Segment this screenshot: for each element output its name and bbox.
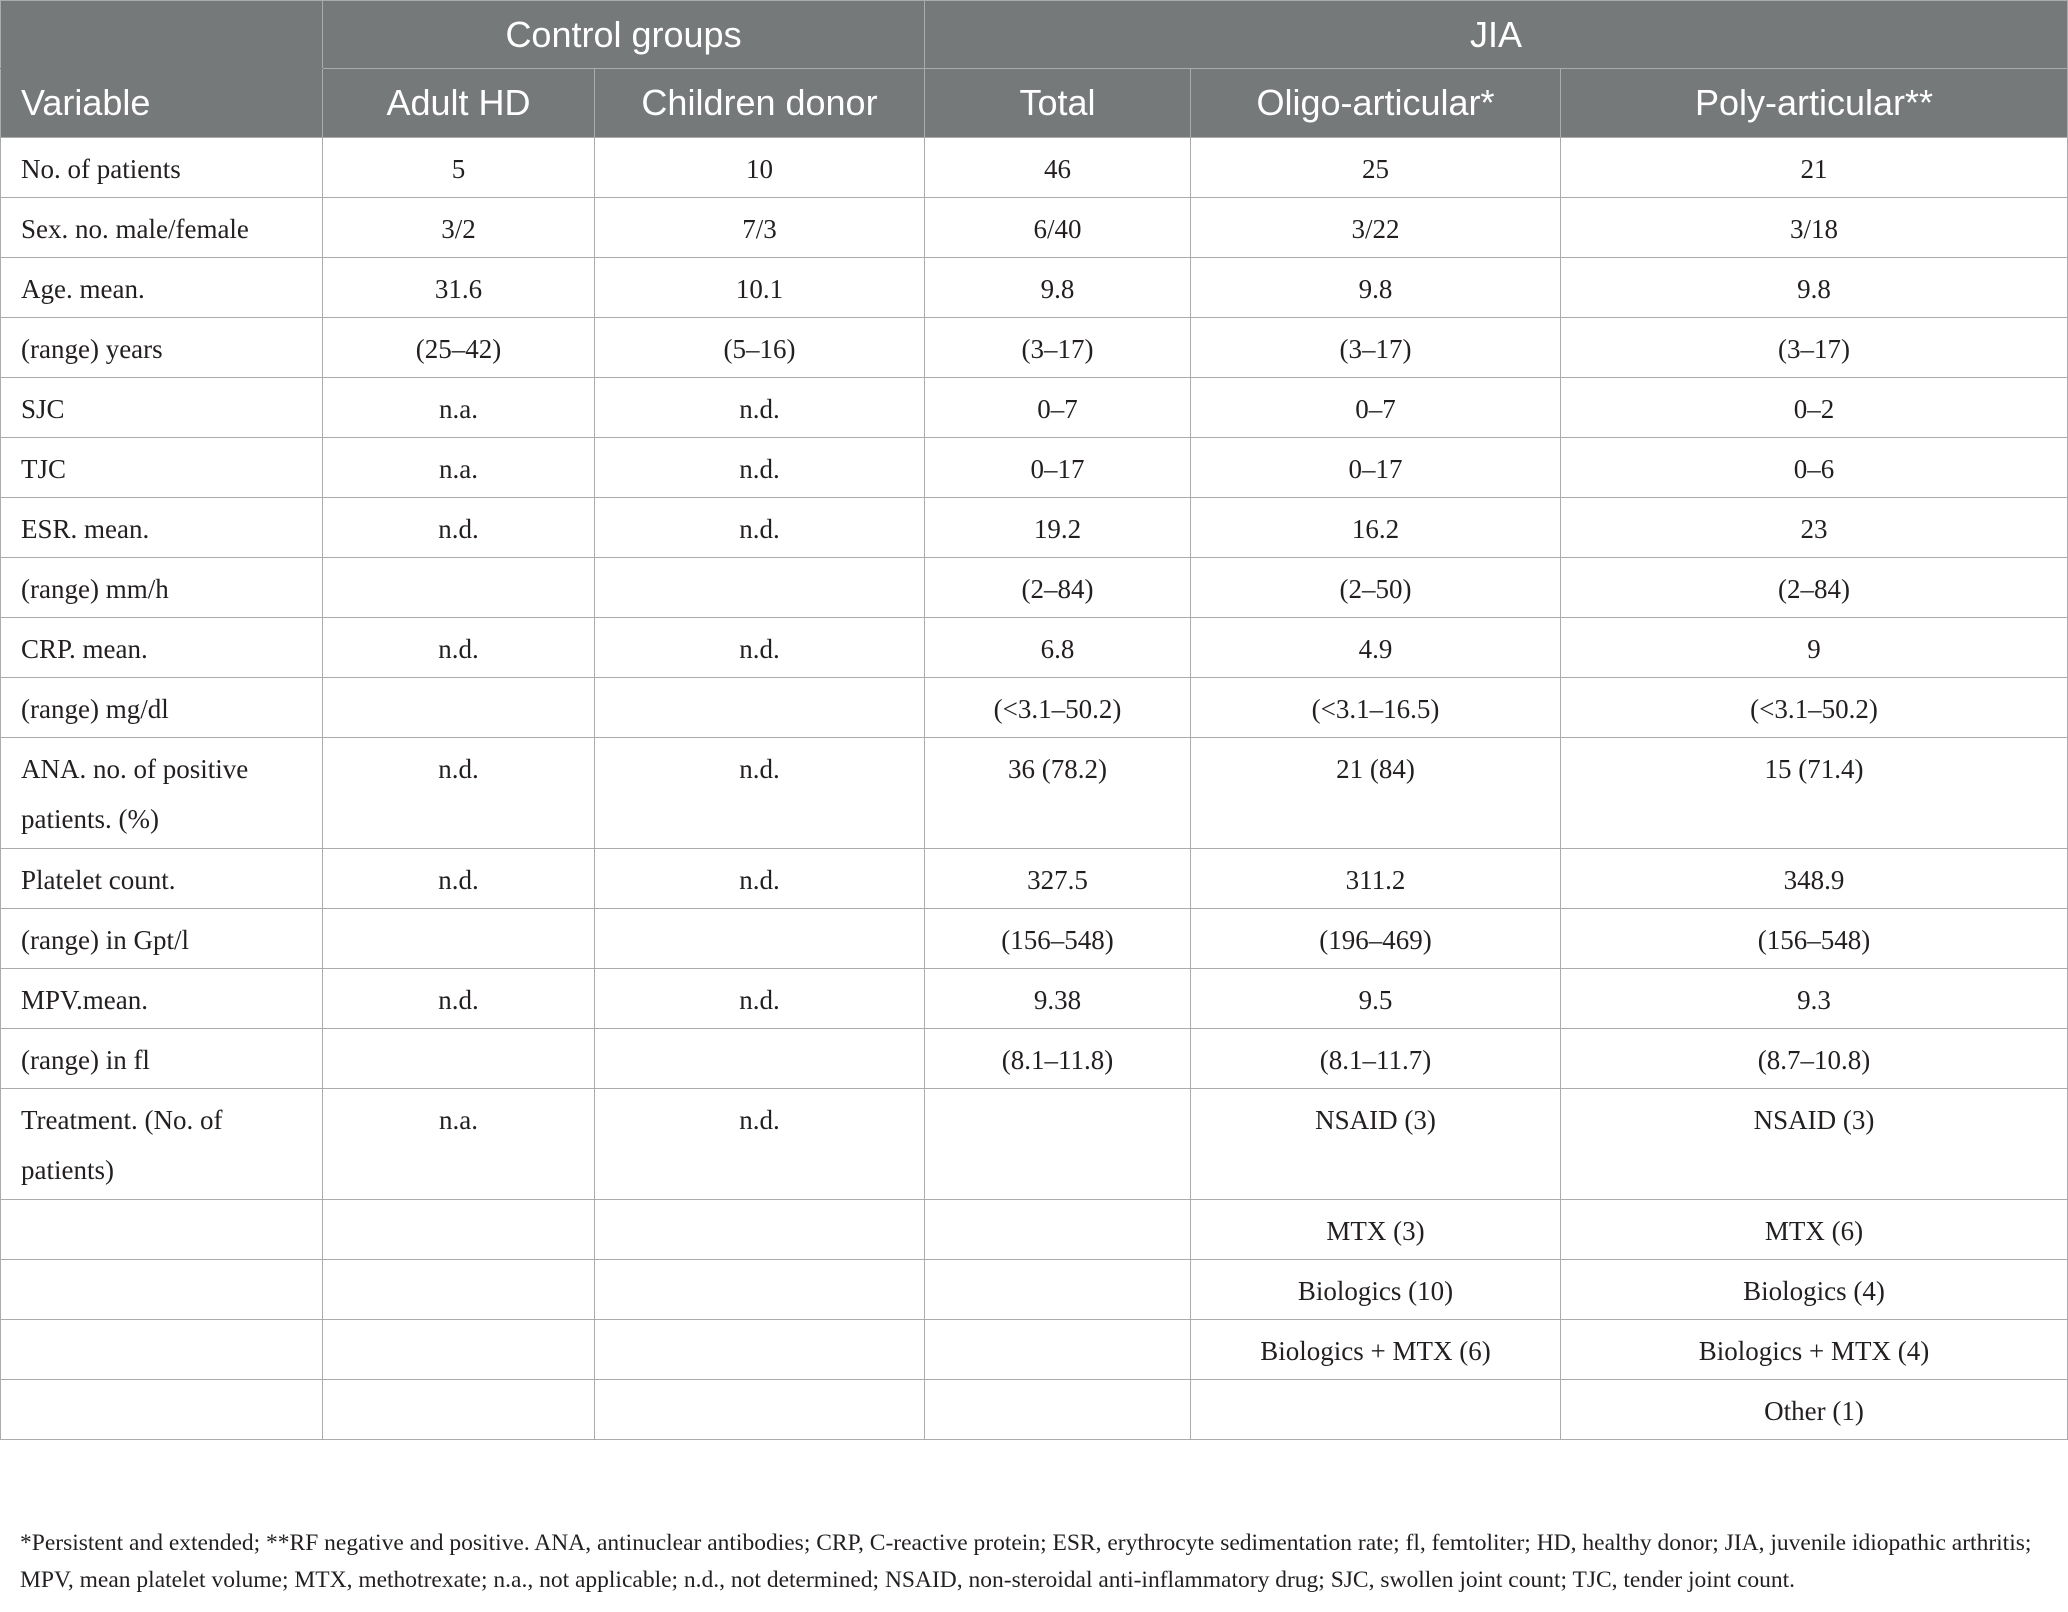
cell-text: CRP. mean. bbox=[21, 634, 148, 664]
table-row bbox=[1, 849, 2068, 909]
cell-text: (196–469) bbox=[1319, 925, 1432, 955]
cell-total bbox=[925, 618, 1191, 678]
cell-text bbox=[323, 909, 594, 915]
cell-text bbox=[323, 1200, 594, 1206]
cell-text bbox=[323, 1380, 594, 1386]
cell-variable bbox=[1, 1320, 323, 1380]
cell-text: Biologics (10) bbox=[1297, 1276, 1454, 1306]
cell-text bbox=[21, 1320, 316, 1326]
cell-text: n.d. bbox=[739, 985, 780, 1015]
cell-text: 25 bbox=[1362, 154, 1390, 184]
table-row bbox=[1, 969, 2068, 1029]
cell-text: NSAID (3) bbox=[1753, 1105, 1875, 1135]
cell-children-donor bbox=[595, 438, 925, 498]
cell-variable bbox=[1, 1200, 323, 1260]
cell-adult-hd bbox=[323, 1029, 595, 1089]
cell-oligo-articular bbox=[1191, 198, 1561, 258]
cell-total bbox=[925, 678, 1191, 738]
cell-text bbox=[595, 1320, 924, 1326]
table-row bbox=[1, 558, 2068, 618]
cell-poly-articular bbox=[1561, 849, 2068, 909]
cell-text: 9.5 bbox=[1358, 985, 1393, 1015]
cell-poly-articular bbox=[1561, 318, 2068, 378]
cell-variable bbox=[1, 438, 323, 498]
cell-adult-hd bbox=[323, 849, 595, 909]
cell-text: 16.2 bbox=[1351, 514, 1400, 544]
cell-adult-hd bbox=[323, 1200, 595, 1260]
cell-adult-hd bbox=[323, 558, 595, 618]
column-header-variable: Variable bbox=[1, 69, 323, 138]
cell-oligo-articular bbox=[1191, 498, 1561, 558]
cell-poly-articular bbox=[1561, 1089, 2068, 1200]
cell-children-donor bbox=[595, 909, 925, 969]
cell-children-donor bbox=[595, 1089, 925, 1200]
cell-text: 7/3 bbox=[742, 214, 777, 244]
cell-text: MTX (6) bbox=[1764, 1216, 1864, 1246]
cell-text: Treatment. (No. of patients) bbox=[21, 1105, 223, 1185]
column-header-total: Total bbox=[925, 69, 1191, 138]
cell-poly-articular bbox=[1561, 678, 2068, 738]
cell-children-donor bbox=[595, 558, 925, 618]
cell-text: 9.8 bbox=[1358, 274, 1393, 304]
cell-text: (<3.1–50.2) bbox=[1750, 694, 1878, 724]
cell-text: n.d. bbox=[739, 634, 780, 664]
cell-text: 19.2 bbox=[1033, 514, 1082, 544]
cell-text bbox=[925, 1089, 1190, 1095]
cell-total bbox=[925, 1260, 1191, 1320]
cell-text: n.d. bbox=[739, 754, 780, 784]
cell-total bbox=[925, 1029, 1191, 1089]
cell-text: 31.6 bbox=[434, 274, 483, 304]
table-row bbox=[1, 498, 2068, 558]
cell-total bbox=[925, 738, 1191, 849]
cell-adult-hd bbox=[323, 438, 595, 498]
cell-oligo-articular bbox=[1191, 1200, 1561, 1260]
cell-text: n.a. bbox=[439, 394, 478, 424]
cell-text bbox=[925, 1380, 1190, 1386]
table-row bbox=[1, 618, 2068, 678]
cell-total bbox=[925, 1380, 1191, 1440]
cell-oligo-articular bbox=[1191, 618, 1561, 678]
cell-poly-articular bbox=[1561, 498, 2068, 558]
column-header-poly-articular: Poly-articular** bbox=[1561, 69, 2068, 138]
cell-text: 3/22 bbox=[1351, 214, 1400, 244]
cell-variable bbox=[1, 618, 323, 678]
cell-text: Other (1) bbox=[1764, 1396, 1864, 1426]
table-header bbox=[1, 1, 2068, 138]
cell-oligo-articular bbox=[1191, 849, 1561, 909]
group-header-blank bbox=[1, 1, 323, 69]
cell-text: (3–17) bbox=[1778, 334, 1850, 364]
cell-adult-hd bbox=[323, 1380, 595, 1440]
cell-adult-hd bbox=[323, 618, 595, 678]
cell-text: Platelet count. bbox=[21, 865, 176, 895]
table-row bbox=[1, 378, 2068, 438]
cell-children-donor bbox=[595, 1260, 925, 1320]
cell-text bbox=[925, 1320, 1190, 1326]
cell-text: TJC bbox=[21, 454, 67, 484]
cell-text bbox=[595, 678, 924, 684]
cell-children-donor bbox=[595, 849, 925, 909]
cell-oligo-articular bbox=[1191, 969, 1561, 1029]
cell-variable bbox=[1, 1029, 323, 1089]
cell-text: 0–7 bbox=[1037, 394, 1078, 424]
cell-text: NSAID (3) bbox=[1315, 1105, 1436, 1135]
cell-poly-articular bbox=[1561, 909, 2068, 969]
table-row bbox=[1, 678, 2068, 738]
cell-oligo-articular bbox=[1191, 318, 1561, 378]
cell-children-donor bbox=[595, 198, 925, 258]
cell-text: 3/2 bbox=[441, 214, 476, 244]
cell-poly-articular bbox=[1561, 378, 2068, 438]
cell-text: 6.8 bbox=[1040, 634, 1075, 664]
cell-total bbox=[925, 438, 1191, 498]
cell-text bbox=[595, 1029, 924, 1035]
cell-variable bbox=[1, 318, 323, 378]
cell-text: n.d. bbox=[438, 985, 479, 1015]
table-row bbox=[1, 1029, 2068, 1089]
cell-variable bbox=[1, 1260, 323, 1320]
cell-poly-articular bbox=[1561, 138, 2068, 198]
cell-text: (range) years bbox=[21, 334, 163, 364]
cell-text: (5–16) bbox=[723, 334, 796, 364]
cell-children-donor bbox=[595, 969, 925, 1029]
cell-text: MPV.mean. bbox=[21, 985, 149, 1015]
cell-text: Biologics + MTX (6) bbox=[1260, 1336, 1491, 1366]
cell-text: n.d. bbox=[438, 634, 479, 664]
cell-children-donor bbox=[595, 1029, 925, 1089]
cell-oligo-articular bbox=[1191, 378, 1561, 438]
cell-variable bbox=[1, 498, 323, 558]
table-row bbox=[1, 1200, 2068, 1260]
table-footnote: *Persistent and extended; **RF negative and positive. ANA, antinuclear antibodies; CRP, C-reactive protein; ESR, erythrocyte sedimentation rate; fl, femtoliter; HD, healthy donor; JIA, juvenile idiopathic arthritis; MPV, mean platelet volume; MTX, methotrexate; n.a., not applicable; n.d., not determined; NSAID, non-steroidal anti-inflammatory drug; SJC, swollen joint count; TJC, tender joint count. bbox=[20, 1530, 2032, 1593]
cell-oligo-articular bbox=[1191, 1029, 1561, 1089]
cell-children-donor bbox=[595, 498, 925, 558]
cell-text bbox=[21, 1380, 316, 1386]
table-row bbox=[1, 138, 2068, 198]
cell-text: (8.1–11.8) bbox=[1001, 1045, 1114, 1075]
cell-text bbox=[595, 558, 924, 564]
cell-text: n.d. bbox=[739, 514, 780, 544]
cell-text: MTX (3) bbox=[1326, 1216, 1425, 1246]
cell-text: 0–17 bbox=[1030, 454, 1085, 484]
cell-text bbox=[21, 1260, 316, 1266]
cell-children-donor bbox=[595, 258, 925, 318]
cell-poly-articular bbox=[1561, 558, 2068, 618]
cell-oligo-articular bbox=[1191, 909, 1561, 969]
cell-text: 36 (78.2) bbox=[1008, 754, 1107, 784]
cell-poly-articular bbox=[1561, 1200, 2068, 1260]
table-body bbox=[1, 138, 2068, 1440]
cell-children-donor bbox=[595, 1320, 925, 1380]
cell-total bbox=[925, 909, 1191, 969]
cell-adult-hd bbox=[323, 318, 595, 378]
cell-adult-hd bbox=[323, 198, 595, 258]
cell-adult-hd bbox=[323, 138, 595, 198]
cell-adult-hd bbox=[323, 378, 595, 438]
cell-text: n.d. bbox=[739, 454, 780, 484]
cell-text: 10.1 bbox=[735, 274, 784, 304]
cell-poly-articular bbox=[1561, 738, 2068, 849]
cell-text bbox=[925, 1200, 1190, 1206]
cell-text: 9.8 bbox=[1040, 274, 1075, 304]
cell-text: (2–50) bbox=[1339, 574, 1412, 604]
cell-text bbox=[323, 558, 594, 564]
cell-text: 23 bbox=[1800, 514, 1828, 544]
column-header-adult-hd: Adult HD bbox=[323, 69, 595, 138]
cell-variable bbox=[1, 1089, 323, 1200]
cell-variable bbox=[1, 849, 323, 909]
cell-text: (range) in Gpt/l bbox=[21, 925, 189, 955]
cell-total bbox=[925, 138, 1191, 198]
table-row bbox=[1, 258, 2068, 318]
cell-poly-articular bbox=[1561, 438, 2068, 498]
cell-oligo-articular bbox=[1191, 558, 1561, 618]
cell-children-donor bbox=[595, 1380, 925, 1440]
cell-text: 5 bbox=[451, 154, 466, 184]
cell-children-donor bbox=[595, 138, 925, 198]
table-row bbox=[1, 198, 2068, 258]
table-row bbox=[1, 1260, 2068, 1320]
cell-text: Sex. no. male/female bbox=[21, 214, 249, 244]
cell-poly-articular bbox=[1561, 969, 2068, 1029]
cell-variable bbox=[1, 738, 323, 849]
cell-text: 311.2 bbox=[1345, 865, 1406, 895]
cell-adult-hd bbox=[323, 738, 595, 849]
table-row bbox=[1, 1320, 2068, 1380]
cell-adult-hd bbox=[323, 678, 595, 738]
cell-text: 9 bbox=[1807, 634, 1821, 664]
cell-poly-articular bbox=[1561, 618, 2068, 678]
cell-children-donor bbox=[595, 378, 925, 438]
cell-text: 21 (84) bbox=[1336, 754, 1415, 784]
cell-total bbox=[925, 849, 1191, 909]
cell-text bbox=[595, 1260, 924, 1266]
cell-text: 46 bbox=[1044, 154, 1072, 184]
table-row bbox=[1, 318, 2068, 378]
cell-text: (156–548) bbox=[1001, 925, 1114, 955]
cell-children-donor bbox=[595, 318, 925, 378]
cell-text: Biologics (4) bbox=[1743, 1276, 1885, 1306]
cell-text: 0–17 bbox=[1348, 454, 1403, 484]
cell-total bbox=[925, 318, 1191, 378]
cell-text bbox=[323, 1320, 594, 1326]
cell-adult-hd bbox=[323, 498, 595, 558]
cell-poly-articular bbox=[1561, 1260, 2068, 1320]
cell-oligo-articular bbox=[1191, 738, 1561, 849]
cell-oligo-articular bbox=[1191, 138, 1561, 198]
cell-text: n.d. bbox=[739, 1105, 780, 1135]
cell-text: 9.3 bbox=[1797, 985, 1831, 1015]
cell-text bbox=[323, 1029, 594, 1035]
cell-text: 4.9 bbox=[1358, 634, 1393, 664]
cell-total bbox=[925, 969, 1191, 1029]
column-header-row bbox=[1, 69, 2068, 138]
cell-children-donor bbox=[595, 678, 925, 738]
cell-text: SJC bbox=[21, 394, 65, 424]
cell-variable bbox=[1, 678, 323, 738]
cell-text: ESR. mean. bbox=[21, 514, 150, 544]
cell-poly-articular bbox=[1561, 1320, 2068, 1380]
cell-total bbox=[925, 1320, 1191, 1380]
cell-total bbox=[925, 1200, 1191, 1260]
cell-adult-hd bbox=[323, 909, 595, 969]
cell-text: (range) in fl bbox=[21, 1045, 150, 1075]
cell-text: (range) mg/dl bbox=[21, 694, 169, 724]
cell-text: 327.5 bbox=[1027, 865, 1088, 895]
cell-text: Age. mean. bbox=[21, 274, 145, 304]
cell-text: (range) mm/h bbox=[21, 574, 169, 604]
cell-text: 10 bbox=[746, 154, 773, 184]
cell-poly-articular bbox=[1561, 258, 2068, 318]
cell-adult-hd bbox=[323, 1260, 595, 1320]
cell-variable bbox=[1, 1380, 323, 1440]
cell-text: (<3.1–50.2) bbox=[993, 694, 1122, 724]
cell-text bbox=[595, 1200, 924, 1206]
cell-text: 9.8 bbox=[1797, 274, 1831, 304]
cell-adult-hd bbox=[323, 969, 595, 1029]
cell-children-donor bbox=[595, 1200, 925, 1260]
cell-variable bbox=[1, 969, 323, 1029]
cell-children-donor bbox=[595, 738, 925, 849]
cell-text: (3–17) bbox=[1021, 334, 1094, 364]
cell-text bbox=[1191, 1380, 1560, 1386]
cell-text: 6/40 bbox=[1033, 214, 1082, 244]
cell-text: n.d. bbox=[739, 865, 780, 895]
cell-variable bbox=[1, 138, 323, 198]
column-header-oligo-articular: Oligo-articular* bbox=[1191, 69, 1561, 138]
table-row bbox=[1, 738, 2068, 849]
cell-text: 0–2 bbox=[1793, 394, 1835, 424]
cell-text: (156–548) bbox=[1757, 925, 1871, 955]
cell-children-donor bbox=[595, 618, 925, 678]
cell-text: (2–84) bbox=[1778, 574, 1850, 604]
cell-total bbox=[925, 498, 1191, 558]
table-row bbox=[1, 438, 2068, 498]
cell-text bbox=[323, 678, 594, 684]
cell-text: (<3.1–16.5) bbox=[1311, 694, 1440, 724]
table-row bbox=[1, 1089, 2068, 1200]
cell-text: 9.38 bbox=[1033, 985, 1082, 1015]
table-row bbox=[1, 1380, 2068, 1440]
cell-text: Biologics + MTX (4) bbox=[1698, 1336, 1930, 1366]
cell-adult-hd bbox=[323, 1089, 595, 1200]
cell-text: (8.1–11.7) bbox=[1319, 1045, 1432, 1075]
cell-text: 3/18 bbox=[1790, 214, 1839, 244]
cell-text: n.d. bbox=[739, 394, 780, 424]
group-header-jia: JIA bbox=[925, 1, 2068, 69]
cell-oligo-articular bbox=[1191, 258, 1561, 318]
cell-variable bbox=[1, 258, 323, 318]
cell-variable bbox=[1, 558, 323, 618]
cell-oligo-articular bbox=[1191, 1320, 1561, 1380]
cell-text bbox=[21, 1200, 316, 1206]
cell-oligo-articular bbox=[1191, 1089, 1561, 1200]
cell-adult-hd bbox=[323, 1320, 595, 1380]
group-header-row bbox=[1, 1, 2068, 69]
cell-total bbox=[925, 558, 1191, 618]
cell-oligo-articular bbox=[1191, 1380, 1561, 1440]
cell-total bbox=[925, 258, 1191, 318]
cell-variable bbox=[1, 198, 323, 258]
cell-oligo-articular bbox=[1191, 678, 1561, 738]
cell-text: n.a. bbox=[439, 454, 478, 484]
cell-text: (8.7–10.8) bbox=[1757, 1045, 1871, 1075]
cell-text: 15 (71.4) bbox=[1764, 754, 1864, 784]
cell-text: n.a. bbox=[439, 1105, 478, 1135]
cell-text: (3–17) bbox=[1339, 334, 1412, 364]
cell-text: n.d. bbox=[438, 514, 479, 544]
cell-text bbox=[323, 1260, 594, 1266]
cell-text: 0–6 bbox=[1793, 454, 1835, 484]
cell-poly-articular bbox=[1561, 198, 2068, 258]
cell-text: 0–7 bbox=[1355, 394, 1396, 424]
cell-text: No. of patients bbox=[21, 154, 181, 184]
table-row bbox=[1, 909, 2068, 969]
cell-total bbox=[925, 1089, 1191, 1200]
cell-text bbox=[595, 1380, 924, 1386]
cell-variable bbox=[1, 378, 323, 438]
cell-text: (25–42) bbox=[415, 334, 502, 364]
cell-poly-articular bbox=[1561, 1029, 2068, 1089]
cell-variable bbox=[1, 909, 323, 969]
cell-text: 348.9 bbox=[1783, 865, 1845, 895]
cell-poly-articular bbox=[1561, 1380, 2068, 1440]
cell-text: ANA. no. of positive patients. (%) bbox=[21, 754, 249, 834]
cell-text: 21 bbox=[1800, 154, 1828, 184]
cell-text: (2–84) bbox=[1021, 574, 1094, 604]
column-header-children-donor: Children donor bbox=[595, 69, 925, 138]
cell-text: n.d. bbox=[438, 754, 479, 784]
cell-text: n.d. bbox=[438, 865, 479, 895]
cell-oligo-articular bbox=[1191, 438, 1561, 498]
group-header-control: Control groups bbox=[323, 1, 925, 69]
cell-text bbox=[595, 909, 924, 915]
cell-text bbox=[925, 1260, 1190, 1266]
cell-adult-hd bbox=[323, 258, 595, 318]
cell-total bbox=[925, 378, 1191, 438]
cell-oligo-articular bbox=[1191, 1260, 1561, 1320]
cell-total bbox=[925, 198, 1191, 258]
